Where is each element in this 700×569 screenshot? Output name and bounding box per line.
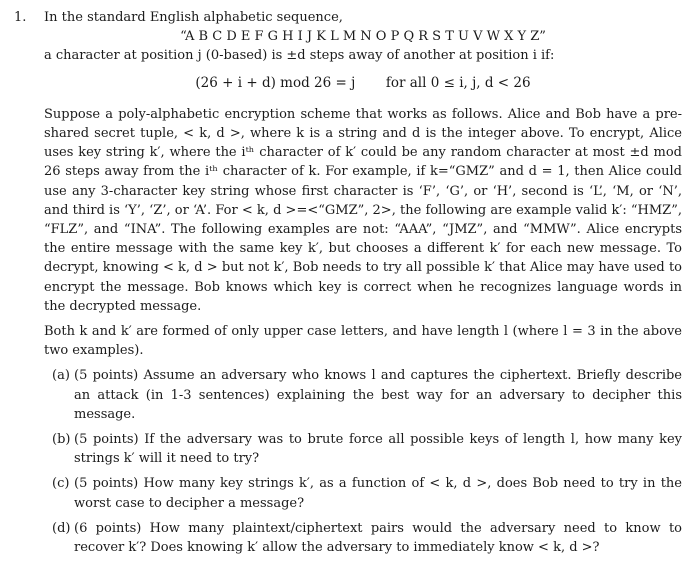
- alphabet-sequence: “A B C D E F G H I J K L M N O P Q R S T U V W X Y Z”: [180, 29, 546, 45]
- formula-equation: (26 + i + d) mod 26 = j: [195, 74, 356, 91]
- part-text: (5 points) If the adversary was to brute force all possible keys of length l, how many key strings k′ will it need to try?: [74, 432, 682, 467]
- scheme-description-paragraph: Suppose a poly-alphabetic encryption scheme that works as follows. Alice and Bob have a pre-shared secret tuple, < k, d >, where k is a string and d is the integer above. To encrypt, Alice uses key string k′, where the iᵗʰ character of k′ could be any random character at most ±d mod 26 steps away from the iᵗʰ character of k. For example, if k=“GMZ” and d = 1, then Alice could use any 3-character key string whose first character is ‘F’, ‘G’, or ‘H’, second is ‘L’, ‘M, or ‘N’, and third is ‘Y’, ‘Z’, or ‘A’. For < k, d >=<“GMZ”, 2>, the following are example valid k′: “HMZ”, “FLZ”, and “INA”. The following examples are not: “AAA”, “JMZ”, and “MMW”. Alice encrypts the entire message with the same key k′, but chooses a different k′ for each new message. To decrypt, knowing < k, d > but not k′, Bob needs to try all possible k′ that Alice may have used to encrypt the message. Bob knows which key is correct when he recognizes language words in the decrypted message.: [44, 106, 682, 314]
- part-label: (a): [52, 368, 70, 384]
- part-a: [44, 366, 682, 424]
- part-d: [44, 519, 682, 557]
- question-parts: [44, 366, 682, 557]
- question-number: 1.: [14, 10, 27, 25]
- key-length-paragraph: Both k and k′ are formed of only upper case letters, and have length l (where l = 3 in the above two examples).: [44, 324, 682, 359]
- part-label: (c): [52, 476, 70, 492]
- part-b: [44, 430, 682, 468]
- question-body: [44, 8, 682, 557]
- part-text: (6 points) How many plaintext/ciphertext pairs would the adversary need to know to recover k′? Does knowing k′ allow the adversary to immediately know < k, d >?: [74, 520, 682, 556]
- part-label: (d): [52, 520, 71, 536]
- question-1: [10, 8, 682, 557]
- question-definition: a character at position j (0-based) is ±d steps away of another at position i if:: [44, 48, 555, 64]
- question-intro: In the standard English alphabetic sequence,: [44, 10, 343, 25]
- formula-condition: for all 0 ≤ i, j, d < 26: [385, 74, 531, 91]
- modular-formula: [44, 74, 682, 93]
- part-c: [44, 474, 682, 512]
- part-text: (5 points) Assume an adversary who knows l and captures the ciphertext. Briefly describe an attack (in 1-3 sentences) explaining the best way for an adversary to decipher this message.: [74, 368, 682, 422]
- part-text: (5 points) How many key strings k′, as a function of < k, d >, does Bob need to try in the worst case to decipher a message?: [74, 476, 682, 511]
- part-label: (b): [52, 432, 71, 448]
